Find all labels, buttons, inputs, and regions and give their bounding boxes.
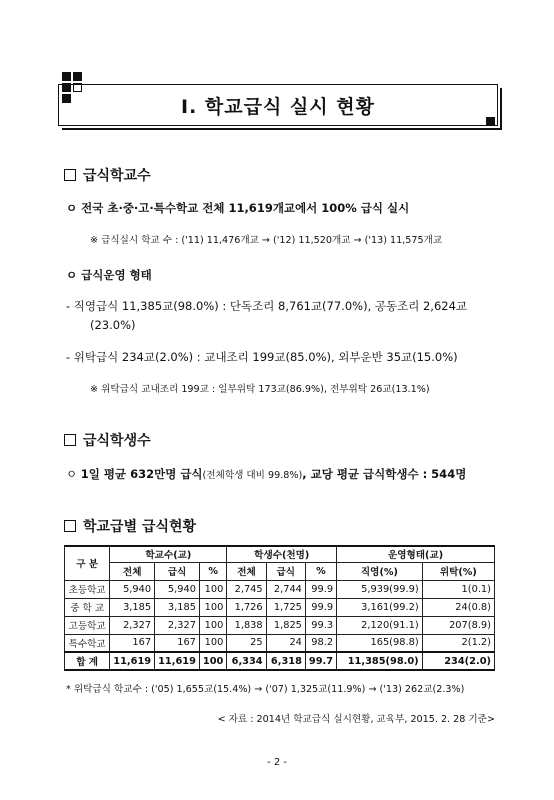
header-category: 구 분 bbox=[65, 546, 110, 580]
table-cell: 2,327 bbox=[155, 616, 200, 634]
table-cell: 99.9 bbox=[305, 598, 336, 616]
meal-status-table bbox=[64, 545, 495, 671]
table-cell: 1,725 bbox=[266, 598, 305, 616]
circle-bullet-icon: ㅇ bbox=[66, 201, 78, 215]
corner-square-decoration bbox=[73, 72, 82, 81]
row-label: 고등학교 bbox=[65, 616, 110, 634]
section-heading-schools bbox=[64, 165, 151, 185]
table-cell: 1(0.1) bbox=[422, 580, 494, 598]
table-cell: 100 bbox=[199, 634, 226, 652]
table-cell: 25 bbox=[227, 634, 266, 652]
table-cell: 5,939(99.9) bbox=[337, 580, 423, 598]
subheader-cell: 전체 bbox=[110, 562, 155, 580]
table-header-row bbox=[65, 546, 495, 562]
table-cell: 2,327 bbox=[110, 616, 155, 634]
header-schools: 학교수(교) bbox=[110, 546, 227, 562]
page-title: Ⅰ. 학교급식 실시 현황 bbox=[181, 95, 375, 118]
section-heading-text: 급식학생수 bbox=[83, 433, 151, 449]
corner-square-decoration bbox=[62, 72, 71, 81]
table-row bbox=[65, 598, 495, 616]
table-cell: 1,838 bbox=[227, 616, 266, 634]
bullet-text-paren: (전체학생 대비 99.8%) bbox=[202, 470, 303, 481]
table-cell: 207(8.9) bbox=[422, 616, 494, 634]
table-row bbox=[65, 580, 495, 598]
row-label: 합 계 bbox=[65, 652, 110, 670]
row-label: 초등학교 bbox=[65, 580, 110, 598]
table-cell: 100 bbox=[199, 616, 226, 634]
table-subheader-row bbox=[65, 562, 495, 580]
circle-bullet-icon: ㅇ bbox=[66, 268, 78, 282]
table-row bbox=[65, 616, 495, 634]
section-heading-by-level bbox=[64, 516, 196, 536]
subheader-cell: 급식 bbox=[266, 562, 305, 580]
table-cell: 2,744 bbox=[266, 580, 305, 598]
table-cell: 2,120(91.1) bbox=[337, 616, 423, 634]
subheader-cell: % bbox=[199, 562, 226, 580]
table-cell: 5,940 bbox=[110, 580, 155, 598]
table-cell: 3,161(99.2) bbox=[337, 598, 423, 616]
table-row bbox=[65, 634, 495, 652]
table-cell: 24 bbox=[266, 634, 305, 652]
dash-direct-operation-cont: (23.0%) bbox=[90, 318, 136, 332]
subheader-cell: 급식 bbox=[155, 562, 200, 580]
table-cell: 11,619 bbox=[155, 652, 200, 670]
subheader-cell: % bbox=[305, 562, 336, 580]
table-cell: 98.2 bbox=[305, 634, 336, 652]
section-heading-students bbox=[64, 430, 151, 450]
circle-bullet-icon: ㅇ bbox=[66, 467, 78, 481]
header-students: 학생수(천명) bbox=[227, 546, 337, 562]
table-cell: 99.3 bbox=[305, 616, 336, 634]
bullet-text: 전국 초·중·고·특수학교 전체 11,619개교에서 100% 급식 실시 bbox=[81, 201, 410, 215]
section-heading-text: 급식학교수 bbox=[83, 168, 151, 184]
row-label: 중 학 교 bbox=[65, 598, 110, 616]
note-outsourced-detail: ※ 위탁급식 교내조리 199교 : 일부위탁 173교(86.9%), 전부위탁 26교(13.1%) bbox=[90, 384, 430, 395]
dash-outsourced-operation: - 위탁급식 234교(2.0%) : 교내조리 199교(85.0%), 외부운반 35교(15.0%) bbox=[66, 350, 458, 364]
table-cell: 5,940 bbox=[155, 580, 200, 598]
table-cell: 2(1.2) bbox=[422, 634, 494, 652]
table-cell: 6,318 bbox=[266, 652, 305, 670]
dash-direct-operation: - 직영급식 11,385교(98.0%) : 단독조리 8,761교(77.0%), 공동조리 2,624교 bbox=[66, 299, 467, 313]
table-total-row bbox=[65, 652, 495, 670]
table-cell: 99.7 bbox=[305, 652, 336, 670]
subheader-cell: 전체 bbox=[227, 562, 266, 580]
source-citation: < 자료 : 2014년 학교급식 실시현황, 교육부, 2015. 2. 28 기준> bbox=[217, 714, 495, 725]
note-outsourced-trend: * 위탁급식 학교수 : ('05) 1,655교(15.4%) → ('07) 1,325교(11.9%) → ('13) 262교(2.3%) bbox=[66, 684, 465, 695]
bullet-student-count bbox=[66, 466, 466, 482]
bullet-operation-type bbox=[66, 267, 152, 283]
table-cell: 24(0.8) bbox=[422, 598, 494, 616]
subheader-cell: 위탁(%) bbox=[422, 562, 494, 580]
square-bullet-icon bbox=[64, 520, 76, 532]
square-bullet-icon bbox=[64, 434, 76, 446]
table-cell: 100 bbox=[199, 598, 226, 616]
table-cell: 167 bbox=[110, 634, 155, 652]
bullet-text: 급식운영 형태 bbox=[81, 268, 152, 282]
table-cell: 3,185 bbox=[155, 598, 200, 616]
table-cell: 165(98.8) bbox=[337, 634, 423, 652]
bullet-text-tail: , 교당 평균 급식학생수 : 544명 bbox=[302, 467, 467, 481]
table-cell: 6,334 bbox=[227, 652, 266, 670]
page-number: - 2 - bbox=[267, 757, 287, 768]
row-label: 특수학교 bbox=[65, 634, 110, 652]
table-cell: 99.9 bbox=[305, 580, 336, 598]
table-cell: 3,185 bbox=[110, 598, 155, 616]
square-bullet-icon bbox=[64, 169, 76, 181]
table-cell: 1,726 bbox=[227, 598, 266, 616]
bullet-text-main: 1일 평균 632만명 급식 bbox=[80, 467, 203, 481]
table-cell: 100 bbox=[199, 652, 226, 670]
table-cell: 234(2.0) bbox=[422, 652, 494, 670]
subheader-cell: 직영(%) bbox=[337, 562, 423, 580]
note-school-trend: ※ 급식실시 학교 수 : ('11) 11,476개교 → ('12) 11,520개교 → ('13) 11,575개교 bbox=[90, 235, 443, 246]
section-heading-text: 학교급별 급식현황 bbox=[83, 519, 197, 535]
table-cell: 167 bbox=[155, 634, 200, 652]
table-cell: 2,745 bbox=[227, 580, 266, 598]
header-operation: 운영형태(교) bbox=[337, 546, 495, 562]
table-cell: 1,825 bbox=[266, 616, 305, 634]
bullet-total-schools bbox=[66, 200, 409, 216]
table-cell: 11,385(98.0) bbox=[337, 652, 423, 670]
table-cell: 11,619 bbox=[110, 652, 155, 670]
table-cell: 100 bbox=[199, 580, 226, 598]
